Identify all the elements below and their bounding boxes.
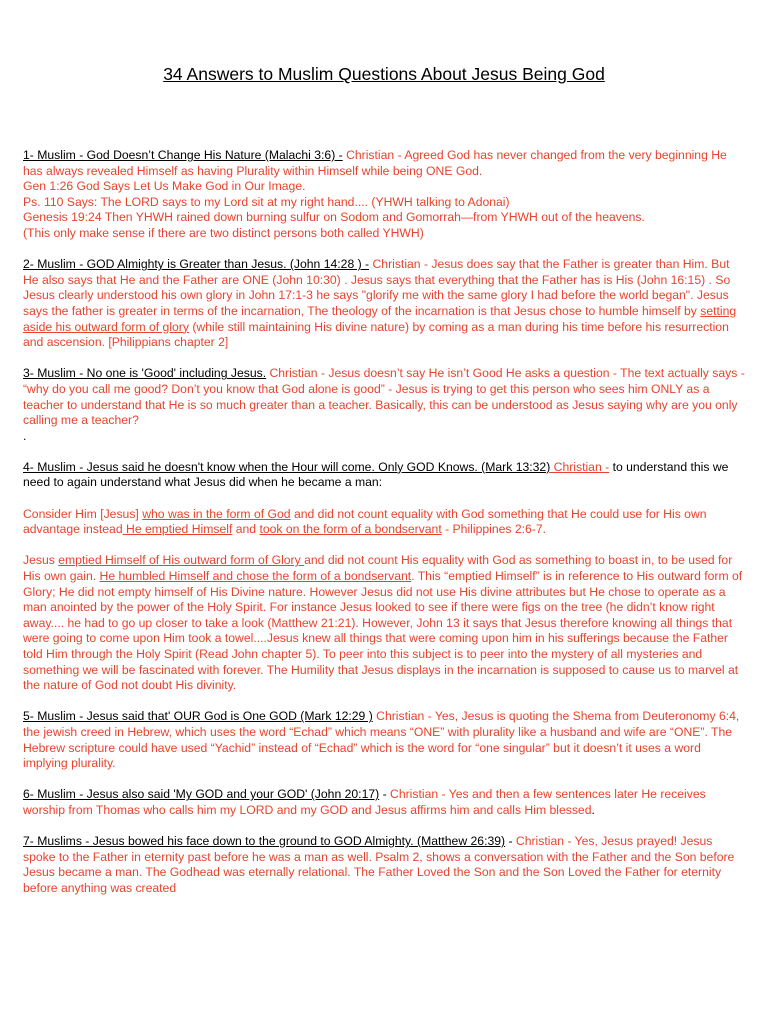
underlined-phrase: who was in the form of God [142, 506, 291, 521]
christian-answer: Christian - Yes and then a few sentences later He receives worship from Thomas who calls him my LORD and my GOD and Jesus affirms him and calls Him blessed [23, 787, 706, 817]
page-title: 34 Answers to Muslim Questions About Jesus Being God [163, 64, 605, 84]
muslim-question: 6- Muslim - Jesus also said 'My GOD and your GOD' (John 20:17) [23, 787, 380, 802]
section-7 [23, 834, 747, 896]
answer-text: , [300, 303, 305, 318]
muslim-question: 5- Muslim - Jesus said that' OUR God is One GOD (Mark 12:29 ) [23, 709, 373, 724]
answer-text: and did not count His equality with God as something to boast in, to be used for His own gain. [23, 553, 733, 584]
stray-dot: . [23, 428, 27, 443]
underlined-phrase: setting aside his outward form of glory [23, 303, 737, 334]
muslim-question: 4- Muslim - Jesus said he doesn't know when the Hour will come. Only GOD Knows. (Mark 13:32) [23, 459, 551, 474]
muslim-question: 1- Muslim - God Doesn’t Change His Nature (Malachi 3:6) - [23, 148, 343, 162]
christian-answer: Christian - Agreed God has never changed from the very beginning He has always revealed Himself as having Plurality within Himself while being ONE God. [23, 148, 727, 178]
answer-text: to understand this we need to again understand what Jesus did when he became a man: [23, 459, 729, 490]
underlined-phrase: took on the form of a bondservant [259, 522, 442, 537]
section-3 [23, 366, 747, 444]
dash: - [379, 787, 391, 802]
document-body [23, 148, 747, 912]
answer-text: Consider Him [Jesus] [23, 506, 143, 521]
section-4-explanation [23, 553, 747, 693]
muslim-question: 2- Muslim - GOD Almighty is Greater than Jesus. (John 14:28 ) - [23, 257, 370, 272]
dash: - [505, 834, 516, 849]
answer-text: . This “emptied Himself” is in reference to His outward form of Glory; He did not empty himself of His Divine nature. However Jesus did not use His divine attributes but He chose to operate as a man anointed by the power of the Holy Spirit. For instance Jesus looked to see if there were figs on the tree (he didn’t know right away.... he had to go up closer to take a look (Matthew 21:21). However, John 13 it says that Jesus therefore knowing all things that were going to come upon Him took a towel....Jesus knew all things that were coming upon him in his sufferings because the Father told Him through the Holy Spirit (Read John chapter 5). To peer into this subject is to peer into the mystery of all mysteries and something we will be fascinated with forever. The Humility that Jesus displays in the incarnation is supposed to cause us to marvel at the nature of God not doubt His divinity. [23, 569, 743, 693]
section-5 [23, 709, 747, 771]
answer-text: - Philippines 2:6-7. [441, 522, 547, 537]
section-2 [23, 257, 747, 351]
answer-text: and [232, 522, 260, 537]
answer-text: Jesus [23, 553, 59, 568]
section-4-quote [23, 507, 747, 538]
underlined-phrase: emptied Himself of His outward form of Glory [58, 553, 305, 568]
muslim-question: 3- Muslim - No one is 'Good' including Jesus. [23, 366, 267, 381]
christian-label: Christian - [550, 459, 610, 474]
christian-answer: Christian - Jesus doesn’t say He isn’t Good He asks a question - The text actually says - “why do you call me good? Don’t you know that God alone is good” - Jesus is trying to get this person who sees him ONLY as a teacher to understand that He is so much greater than a teacher. Basically, this can be understood as Jesus saying why are you only calling me a teacher? [23, 366, 745, 428]
answer-text: (while still maintaining His divine nature) by coming as a man during his time before his resurrection and ascension. [Philippians chapter 2] [23, 319, 729, 350]
section-1 [23, 148, 747, 242]
answer-text: and did not count equality with God something that He could use for His own advantage instead [23, 506, 707, 537]
section-4 [23, 460, 747, 491]
period: . [591, 802, 595, 817]
christian-answer: Christian - Yes, Jesus is quoting the Shema from Deuteronomy 6:4, the jewish creed in Hebrew, which uses the word “Echad” which means “ONE” with plurality like a husband and wife are “ONE”. The Hebrew scripture could have used “Yachid” instead of “Echad” which is the word for “one singular” but it doesn’t it uses a word implying plurality. [23, 709, 740, 771]
answer-line: Gen 1:26 God Says Let Us Make God in Our Image. [23, 179, 306, 194]
answer-line: (This only make sense if there are two distinct persons both called YHWH) [23, 225, 424, 240]
answer-line: Genesis 19:24 Then YHWH rained down burning sulfur on Sodom and Gomorrah—from YHWH out of the heavens. [23, 210, 645, 225]
christian-answer: Christian - Yes, Jesus prayed! Jesus spoke to the Father in eternity past before he was a man as well. Psalm 2, shows a conversation with the Father and the Son before Jesus became a man. The Godhead was eternally relational. The Father Loved the Son and the Son Loved the Father for eternity before anything was created [23, 834, 735, 895]
section-6 [23, 787, 747, 818]
answer-text: The theology of the incarnation is that Jesus chose to humble himself by [304, 303, 701, 318]
underlined-phrase: He emptied Himself [122, 522, 233, 537]
muslim-question: 7- Muslims - Jesus bowed his face down to the ground to GOD Almighty. (Matthew 26:39) [23, 834, 506, 849]
christian-answer: Christian - Jesus does say that the Father is greater than Him. But He also says that He and the Father are ONE (John 10:30) . Jesus says that everything that the Father has is His (John 16:15) . So Jesus clearly understood his own glory in John 17:1-3 he says "glorify me with the same glory I had before the world began". Jesus says the father is greater in terms of the incarnation [23, 257, 731, 318]
underlined-phrase: He humbled Himself and chose the form of a bondservant [99, 569, 412, 584]
answer-line: Ps. 110 Says: The LORD says to my Lord sit at my right hand.... (YHWH talking to Adonai) [23, 194, 510, 209]
